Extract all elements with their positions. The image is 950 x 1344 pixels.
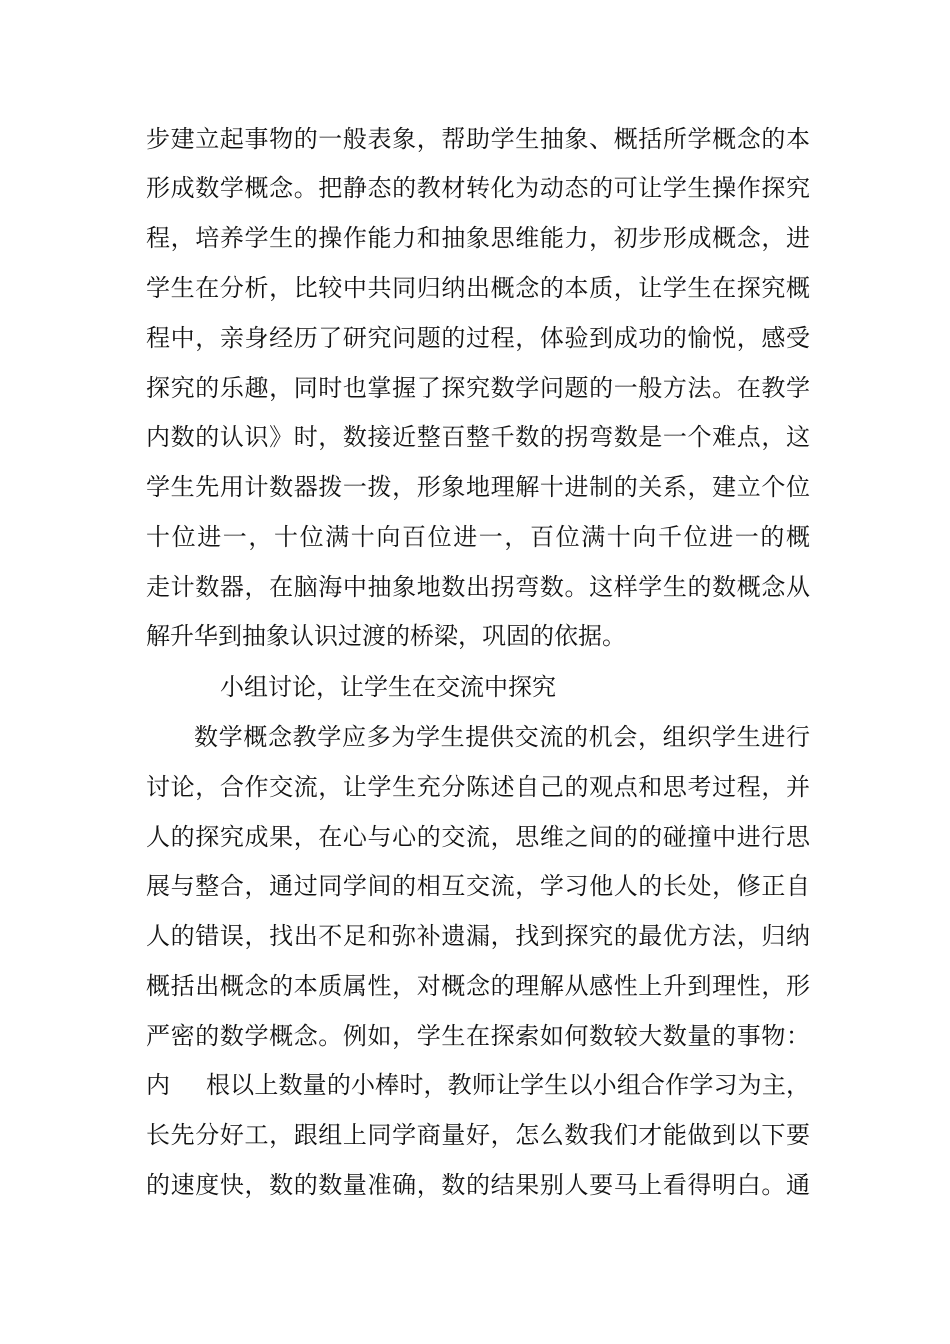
paragraph-line: 的速度快，数的数量准确，数的结果别人要马上看得明白。通 <box>146 1171 810 1199</box>
paragraph-line: 内数的认识》时，数接近整百整千数的拐弯数是一个难点，这 <box>146 423 810 451</box>
paragraph-line: 程，培养学生的操作能力和抽象思维能力，初步形成概念，进 <box>146 224 810 252</box>
paragraph-line: 步建立起事物的一般表象，帮助学生抽象、概括所学概念的本 <box>146 125 810 153</box>
paragraph-line: 学生先用计数器拨一拨，形象地理解十进制的关系，建立个位 <box>146 473 810 501</box>
paragraph-line-rest: 根以上数量的小棒时，教师让学生以小组合作学习为主， <box>206 1071 810 1099</box>
paragraph-line: 长先分好工，跟组上同学商量好，怎么数我们才能做到以下要 <box>146 1121 810 1149</box>
paragraph-line: 展与整合，通过同学间的相互交流，学习他人的长处，修正自 <box>146 872 810 900</box>
paragraph-line: 概括出概念的本质属性，对概念的理解从感性上升到理性，形 <box>146 972 810 1000</box>
paragraph-line: 探究的乐趣，同时也掌握了探究数学问题的一般方法。在教学 <box>146 374 810 402</box>
paragraph-line: 十位进一，十位满十向百位进一，百位满十向千位进一的概 <box>146 523 810 551</box>
section-heading: 小组讨论，让学生在交流中探究 <box>220 673 556 701</box>
paragraph-line: 人的错误，找出不足和弥补遗漏，找到探究的最优方法，归纳 <box>146 922 810 950</box>
paragraph-line: 程中，亲身经历了研究问题的过程，体验到成功的愉悦，感受 <box>146 324 810 352</box>
paragraph-line-start: 内 <box>146 1071 170 1099</box>
paragraph-line: 走计数器，在脑海中抽象地数出拐弯数。这样学生的数概念从 <box>146 573 810 601</box>
paragraph-line: 学生在分析，比较中共同归纳出概念的本质，让学生在探究概 <box>146 274 810 302</box>
paragraph-line: 形成数学概念。把静态的教材转化为动态的可让学生操作探究 <box>146 174 810 202</box>
paragraph-first-line: 数学概念教学应多为学生提供交流的机会，组织学生进行 <box>194 723 810 751</box>
paragraph-line: 人的探究成果，在心与心的交流，思维之间的的碰撞中进行思 <box>146 823 810 851</box>
paragraph-line: 严密的数学概念。例如，学生在探索如何数较大数量的事物： <box>146 1022 810 1050</box>
paragraph-last-line: 解升华到抽象认识过渡的桥梁，巩固的依据。 <box>146 622 626 650</box>
paragraph-line: 讨论，合作交流，让学生充分陈述自己的观点和思考过程，并 <box>146 773 810 801</box>
